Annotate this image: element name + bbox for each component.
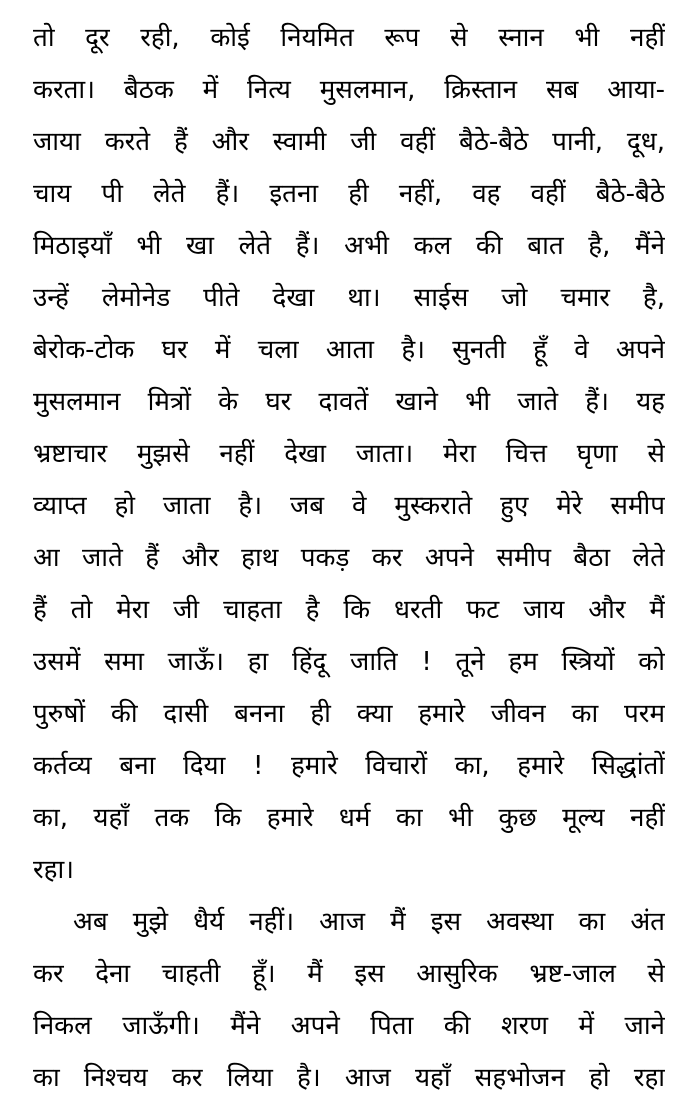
body-text bbox=[33, 12, 665, 1104]
text-line: पुरुषों की दासी बनना ही क्या हमारे जीवन का परम bbox=[33, 699, 665, 729]
text-line: रहा। bbox=[33, 855, 75, 885]
text-line: का निश्चय कर लिया है। आज यहाँ सहभोजन हो रहा bbox=[33, 1063, 665, 1093]
text-line: भ्रष्टाचार मुझसे नहीं देखा जाता। मेरा चित्त घृणा से bbox=[33, 439, 665, 469]
text-line: का, यहाँ तक कि हमारे धर्म का भी कुछ मूल्य नहीं bbox=[33, 803, 665, 833]
text-line: हैं तो मेरा जी चाहता है कि धरती फट जाय और मैं bbox=[33, 595, 665, 625]
text-line: बेरोक-टोक घर में चला आता है। सुनती हूँ वे अपने bbox=[33, 335, 665, 365]
text-line: कर्तव्य बना दिया ! हमारे विचारों का, हमारे सिद्धांतों bbox=[33, 751, 665, 781]
text-line: कर देना चाहती हूँ। मैं इस आसुरिक भ्रष्ट-जाल से bbox=[33, 959, 665, 989]
text-line: तो दूर रही, कोई नियमित रूप से स्नान भी नहीं bbox=[33, 23, 665, 53]
text-line: मिठाइयाँ भी खा लेते हैं। अभी कल की बात है, मैंने bbox=[33, 231, 665, 261]
text-line: मुसलमान मित्रों के घर दावतें खाने भी जाते हैं। यह bbox=[33, 387, 665, 417]
text-line: उसमें समा जाऊँ। हा हिंदू जाति ! तूने हम स्त्रियों को bbox=[33, 647, 665, 677]
text-line: उन्हें लेमोनेड पीते देखा था। साईस जो चमार है, bbox=[33, 283, 665, 313]
text-line: अब मुझे धैर्य नहीं। आज मैं इस अवस्था का अंत bbox=[73, 907, 665, 937]
paragraph-2 bbox=[33, 896, 665, 1104]
text-line: करता। बैठक में नित्य मुसलमान, क्रिस्तान सब आया- bbox=[33, 75, 665, 105]
text-line: व्याप्त हो जाता है। जब वे मुस्कराते हुए मेरे समीप bbox=[33, 491, 665, 521]
text-line: जाया करते हैं और स्वामी जी वहीं बैठे-बैठे पानी, दूध, bbox=[33, 127, 665, 157]
text-line: आ जाते हैं और हाथ पकड़ कर अपने समीप बैठा लेते bbox=[33, 543, 665, 573]
paragraph-1 bbox=[33, 12, 665, 896]
text-line: चाय पी लेते हैं। इतना ही नहीं, वह वहीं बैठे-बैठे bbox=[33, 179, 665, 209]
text-line: निकल जाऊँगी। मैंने अपने पिता की शरण में जाने bbox=[33, 1011, 665, 1041]
